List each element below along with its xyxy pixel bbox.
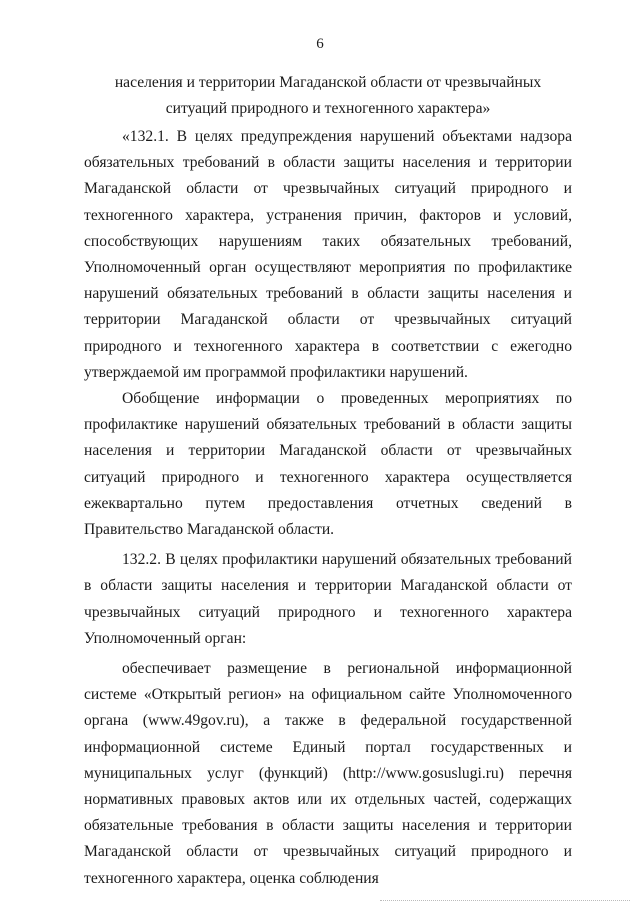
section-heading: населения и территории Магаданской области от чрезвычайных ситуаций природного и техногенного характера» [114,74,542,118]
paragraph-generalization: Обобщение информации о проведенных мероприятиях по профилактике нарушений обязательных требований в области защиты населения и территории Магаданской области от чрезвычайных ситуаций природного и техногенного характера осуществляется ежеквартально путем предоставления отчетных сведений в Правительство Магаданской области. [84,390,572,539]
body-text [84,124,572,892]
paragraph-132-2: 132.2. В целях профилактики нарушений обязательных требований в области защиты населения и территории Магаданской области от чрезвычайных ситуаций природного и техногенного характера Уполномоченный орган: [84,551,572,647]
paragraph-132-1: «132.1. В целях предупреждения нарушений объектами надзора обязательных требований в области защиты населения и территории Магаданской области от чрезвычайных ситуаций природного и техногенного характера, устранения причин, факторов и условий, способствующих нарушениям таких обязательных требований, Уполномоченный орган осуществляют мероприятия по профилактике нарушений обязательных требований в области защиты населения и территории Магаданской области от чрезвычайных ситуаций природного и техногенного характера в соответствии с ежегодно утверждаемой им программой профилактики нарушений. [84,128,572,381]
paragraph-publication: обеспечивает размещение в региональной информационной системе «Открытый регион» на официальном сайте Уполномоченного органа (www.49gov.ru), а также в федеральной государственной информационной системе Единый портал государственных и муниципальных услуг (функций) (http://www.gosuslugi.ru) перечня нормативных правовых актов или их отдельных частей, содержащих обязательные требования в области защиты населения и территории Магаданской области от чрезвычайных ситуаций природного и техногенного характера, оценка соблюдения [84,660,572,887]
page-number: 6 [316,36,324,52]
scan-artifact-line [380,900,630,901]
